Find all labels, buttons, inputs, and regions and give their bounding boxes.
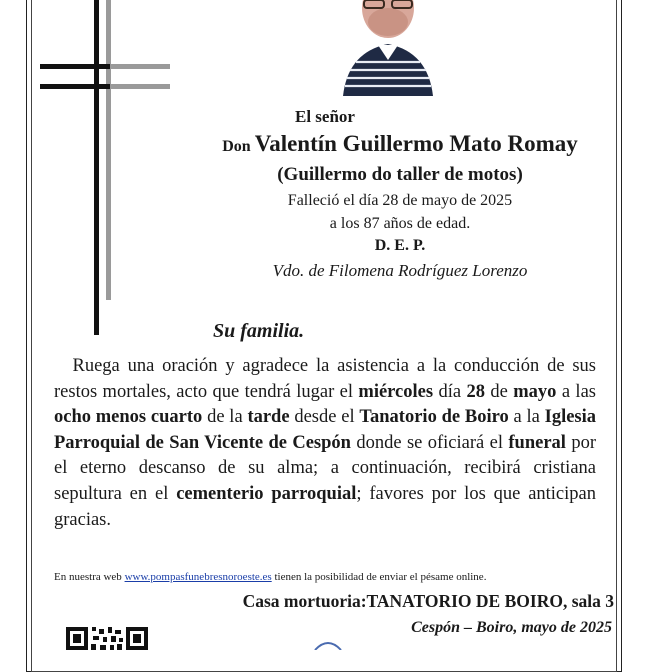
period: tarde	[247, 407, 290, 428]
death-date: Falleció el día 28 de mayo de 2025	[287, 192, 513, 209]
tanatorio: Tanatorio de Boiro	[359, 407, 509, 428]
widower-line: Vdo. de Filomena Rodríguez Lorenzo	[272, 261, 528, 280]
month: mayo	[513, 381, 557, 402]
funeral: funeral	[508, 432, 566, 453]
day: miércoles	[358, 381, 434, 402]
time: ocho menos cuarto	[54, 407, 203, 428]
age-line: a los 87 años de edad.	[329, 215, 471, 232]
rip-line: D. E. P.	[374, 237, 426, 254]
web-note: En nuestra web www.pompasfunebresnoroeste.es tienen la posibilidad de enviar el pésame online.	[54, 571, 487, 583]
cemetery: cementerio parroquial	[176, 483, 357, 504]
announcement-paragraph: Ruega una oración y agradece la asistencia a la conducción de sus restos mortales, acto que tendrá lugar el miércoles día 28 de mayo a las ocho menos cuarto de la tarde desde el Tanatorio de Boiro a la Iglesia Parroquial de San Vicente de Cespón donde se oficiará el funeral por el eterno descanso de su alma; a continuación, recibirá cristiana sepultura en el cementerio parroquial; favores por los que anticipan gracias.	[54, 356, 597, 530]
family-signature: Su familia.	[213, 320, 305, 342]
logo-icon	[313, 640, 343, 650]
website-link[interactable]: www.pompasfunebresnoroeste.es	[124, 571, 272, 583]
portrait-photo	[338, 0, 438, 96]
qr-code-icon[interactable]	[66, 627, 148, 650]
full-name: Valentín Guillermo Mato Romay	[254, 131, 578, 156]
honorific: Don	[222, 138, 251, 155]
place-date: Cespón – Boiro, mayo de 2025	[411, 619, 612, 636]
nickname: (Guillermo do taller de motos)	[277, 164, 523, 185]
deceased-name	[175, 131, 625, 157]
title-line: El señor	[295, 107, 355, 126]
mortuary-line: Casa mortuoria:TANATORIO DE BOIRO, sala 3	[242, 591, 614, 611]
date-number: 28	[466, 381, 485, 402]
church: Iglesia Parroquial de San Vicente de Cespón	[54, 407, 597, 453]
